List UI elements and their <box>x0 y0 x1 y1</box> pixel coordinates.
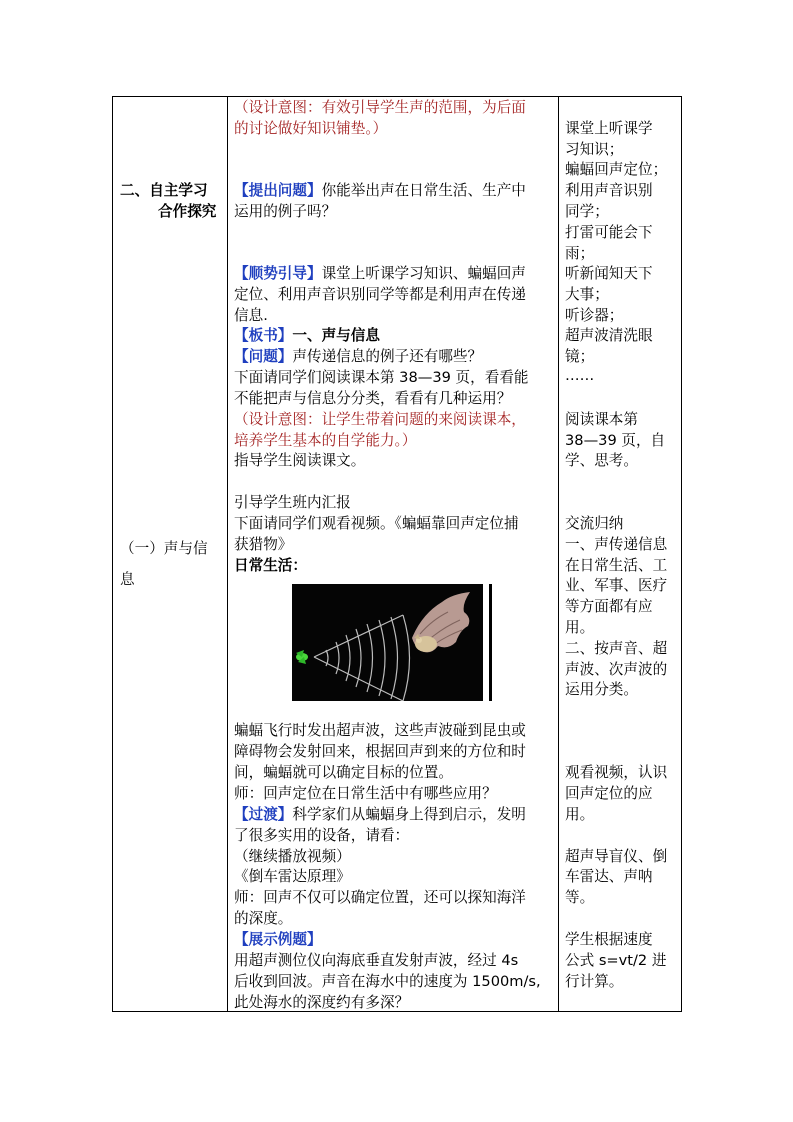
subsection-title-line1: （一）声与信 <box>120 540 208 557</box>
student-activity-a5: 同学； <box>565 203 609 220</box>
student-activity-e2: 车雷达、声呐 <box>565 868 653 885</box>
transition-tag: 【过渡】 <box>234 806 293 823</box>
reading-line2: 不能把声与信息分分类，看看有几种运用？ <box>234 390 512 407</box>
transition-line2: 了很多实用的设备，请看： <box>234 827 410 844</box>
board-tag: 【板书】 <box>234 327 293 344</box>
guide-tag: 【顺势引导】 <box>234 265 322 282</box>
bat-explain-line1: 蝙蝠飞行时发出超声波，这些声波碰到昆虫或 <box>234 722 526 739</box>
student-activity-a11: 超声波清洗眼 <box>565 327 653 344</box>
design-intent-2-line2: 培养学生基本的自学能力。） <box>234 432 417 449</box>
example-line3: 此处海水的深度约有多深？ <box>234 994 410 1011</box>
table-border-right <box>681 96 682 1012</box>
example-line2: 后收到回波。声音在海水中的速度为 1500m/s, <box>234 973 541 990</box>
student-activity-b2: 38—39 页，自 <box>565 432 666 449</box>
design-intent-1-line1: （设计意图：有效引导学生声的范围，为后面 <box>234 99 526 116</box>
section-title-line1: 二、自主学习 <box>120 182 208 199</box>
student-activity-a9: 大事； <box>565 286 609 303</box>
reading-line1: 下面请同学们阅读课本第 38—39 页，看看能 <box>234 369 529 386</box>
guide-line2: 定位、利用声音识别同学等都是利用声在传递 <box>234 286 526 303</box>
student-activity-a7: 雨； <box>565 245 595 262</box>
student-activity-a2: 习知识； <box>565 141 624 158</box>
raise-question-line1 <box>234 181 526 202</box>
student-activity-f2: 公式 s=vt/2 进 <box>565 952 667 969</box>
question-text: 声传递信息的例子还有哪些？ <box>292 348 483 365</box>
teacher-statement-line2: 的深度。 <box>234 910 293 927</box>
teacher-question: 师：回声定位在日常生活中有哪些应用？ <box>234 785 497 802</box>
daily-life-heading: 日常生活： <box>234 557 307 574</box>
student-activity-c6: 用。 <box>565 619 595 636</box>
continue-video: （继续播放视频） <box>234 848 351 865</box>
guide-line3: 信息. <box>234 307 268 324</box>
student-activity-c5: 等方面都有应 <box>565 598 653 615</box>
section-title-line2: 合作探究 <box>158 203 217 220</box>
student-activity-c9: 运用分类。 <box>565 681 638 698</box>
student-activity-c8: 声波、次声波的 <box>565 661 668 678</box>
student-activity-b3: 学、思考。 <box>565 452 638 469</box>
student-activity-d3: 用。 <box>565 806 595 823</box>
student-activity-a4: 利用声音识别 <box>565 182 653 199</box>
student-activity-d2: 回声定位的应 <box>565 785 653 802</box>
question-line <box>234 347 482 368</box>
bat-echolocation-illustration <box>292 584 483 701</box>
student-activity-c3: 在日常生活、工 <box>565 557 668 574</box>
student-activity-a3: 蝙蝠回声定位； <box>565 161 668 178</box>
student-activity-a8: 听新闻知天下 <box>565 265 653 282</box>
student-activity-b1: 阅读课本第 <box>565 411 638 428</box>
subsection-title-line2: 息 <box>120 571 135 588</box>
student-activity-a13: …… <box>565 367 595 384</box>
guide-text: 课堂上听课学习知识、蝙蝠回声 <box>321 265 526 282</box>
student-activity-a12: 镜； <box>565 348 595 365</box>
design-intent-1-line2: 的讨论做好知识铺垫。） <box>234 120 388 137</box>
bat-explain-line2: 障碍物会发射回来，根据回声到来的方位和时 <box>234 743 526 760</box>
radar-video-title: 《倒车雷达原理》 <box>234 868 351 885</box>
raise-question-tag: 【提出问题】 <box>234 182 322 199</box>
student-activity-c4: 业、军事、医疗 <box>565 577 668 594</box>
video-line2: 获猎物》 <box>234 536 293 553</box>
transition-text: 科学家们从蝙蝠身上得到启示，发明 <box>292 806 526 823</box>
table-border-top <box>112 96 682 97</box>
image-border-bar <box>489 584 492 701</box>
report-line: 引导学生班内汇报 <box>234 494 351 511</box>
example-tag: 【展示例题】 <box>234 931 322 948</box>
bat-echolocation-image <box>292 584 483 701</box>
student-activity-c2: 一、声传递信息 <box>565 536 668 553</box>
student-activity-a10: 听诊器； <box>565 307 624 324</box>
bat-explain-line3: 间，蝙蝠就可以确定目标的位置。 <box>234 764 453 781</box>
transition-line1 <box>234 805 526 826</box>
student-activity-e1: 超声导盲仪、倒 <box>565 848 668 865</box>
table-border-left <box>112 96 113 1012</box>
teacher-statement-line1: 师：回声不仅可以确定位置，还可以探知海洋 <box>234 889 526 906</box>
design-intent-2-line1: （设计意图：让学生带着问题的来阅读课本， <box>234 411 526 428</box>
raise-question-text: 你能举出声在日常生活、生产中 <box>321 182 526 199</box>
student-activity-f1: 学生根据速度 <box>565 931 653 948</box>
question-tag: 【问题】 <box>234 348 293 365</box>
guide-line1 <box>234 264 526 285</box>
example-line1: 用超声测位仪向海底垂直发射声波，经过 4s <box>234 952 519 969</box>
board-text: 一、声与信息 <box>292 327 380 344</box>
table-divider-2 <box>558 96 559 1012</box>
reading-guide: 指导学生阅读课文。 <box>234 452 366 469</box>
student-activity-a1: 课堂上听课学 <box>565 120 653 137</box>
student-activity-d1: 观看视频，认识 <box>565 764 668 781</box>
raise-question-line2: 运用的例子吗？ <box>234 203 337 220</box>
table-divider-1 <box>227 96 228 1012</box>
student-activity-c1: 交流归纳 <box>565 515 624 532</box>
video-line1: 下面请同学们观看视频。《蝙蝠靠回声定位捕 <box>234 515 519 532</box>
student-activity-c7: 二、按声音、超 <box>565 640 668 657</box>
board-line <box>234 326 380 347</box>
student-activity-e3: 等。 <box>565 889 595 906</box>
student-activity-f3: 行计算。 <box>565 973 624 990</box>
student-activity-a6: 打雷可能会下 <box>565 224 653 241</box>
